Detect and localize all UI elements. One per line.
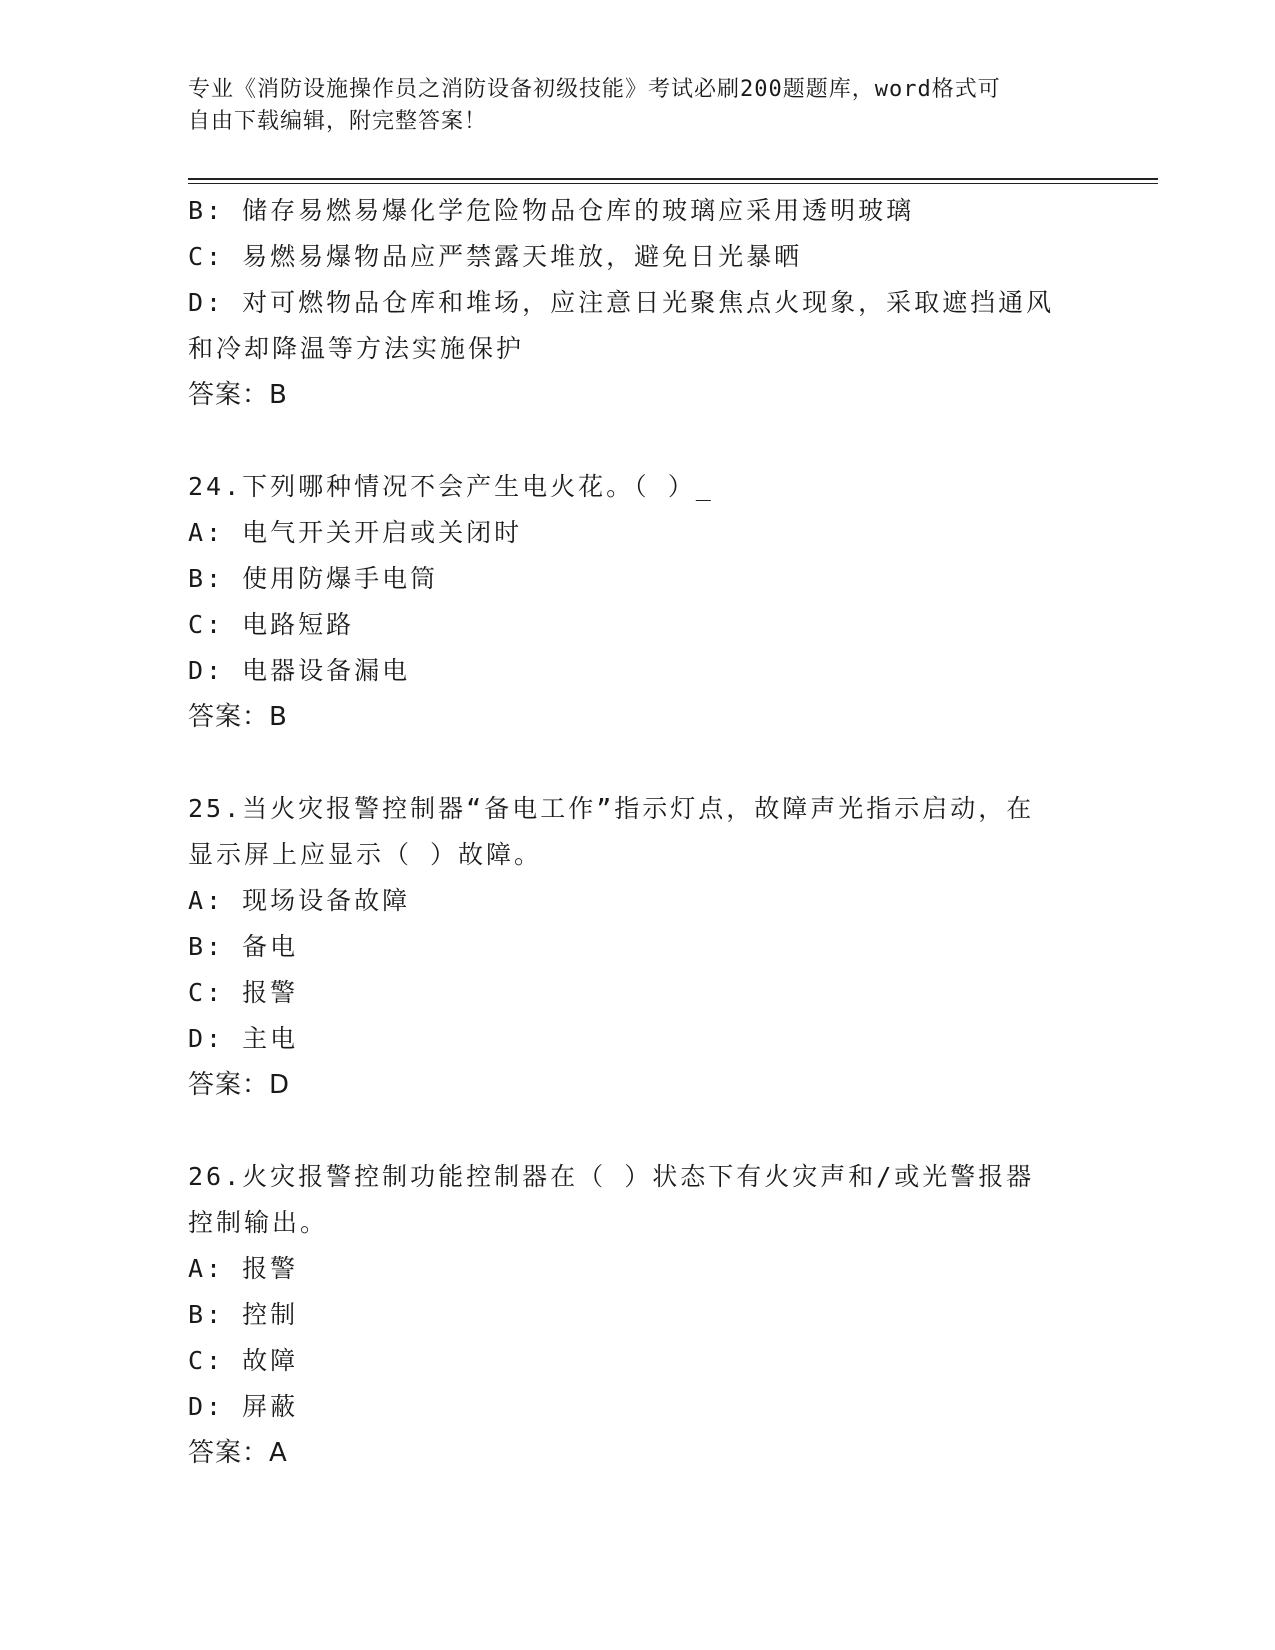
question-list — [188, 188, 1088, 1476]
spacer — [188, 740, 1088, 786]
option-d: D: 屏蔽 — [188, 1392, 299, 1421]
question-block-25 — [188, 786, 1088, 1108]
answer-line: 答案：B — [188, 380, 288, 410]
answer-line: 答案：A — [188, 1438, 288, 1468]
document-header — [188, 74, 1078, 138]
header-line-2: 自由下载编辑，附完整答案！ — [188, 109, 488, 134]
option-c: C: 电路短路 — [188, 610, 355, 639]
option-a: A: 报警 — [188, 1254, 299, 1283]
option-b: B: 储存易燃易爆化学危险物品仓库的玻璃应采用透明玻璃 — [188, 196, 915, 225]
option-c: C: 易燃易爆物品应严禁露天堆放，避免日光暴晒 — [188, 242, 803, 271]
question-text: 26.火灾报警控制功能控制器在（ ）状态下有火灾声和/或光警报器 — [188, 1162, 1035, 1191]
header-divider — [188, 178, 1158, 184]
option-b: B: 使用防爆手电筒 — [188, 564, 439, 593]
option-c: C: 报警 — [188, 978, 299, 1007]
option-b: B: 控制 — [188, 1300, 299, 1329]
option-a: A: 现场设备故障 — [188, 886, 411, 915]
option-d: D: 对可燃物品仓库和堆场，应注意日光聚焦点火现象，采取遮挡通风 — [188, 288, 1055, 317]
question-block-26 — [188, 1154, 1088, 1476]
answer-line: 答案：B — [188, 702, 288, 732]
question-block-23 — [188, 188, 1088, 418]
option-a: A: 电气开关开启或关闭时 — [188, 518, 523, 547]
question-block-24 — [188, 464, 1088, 740]
option-c: C: 故障 — [188, 1346, 299, 1375]
spacer — [188, 1108, 1088, 1154]
option-b: B: 备电 — [188, 932, 299, 961]
option-d-continued: 和冷却降温等方法实施保护 — [188, 334, 525, 363]
answer-line: 答案：D — [188, 1070, 291, 1100]
question-text-continued: 控制输出。 — [188, 1208, 329, 1237]
question-text-continued: 显示屏上应显示（ ）故障。 — [188, 840, 543, 869]
question-text: 24.下列哪种情况不会产生电火花。（ ）_ — [188, 472, 714, 501]
option-d: D: 主电 — [188, 1024, 299, 1053]
question-text: 25.当火灾报警控制器“备电工作”指示灯点，故障声光指示启动，在 — [188, 794, 1035, 823]
header-line-1: 专业《消防设施操作员之消防设备初级技能》考试必刷200题题库，word格式可 — [188, 77, 1001, 102]
option-d: D: 电器设备漏电 — [188, 656, 411, 685]
spacer — [188, 418, 1088, 464]
